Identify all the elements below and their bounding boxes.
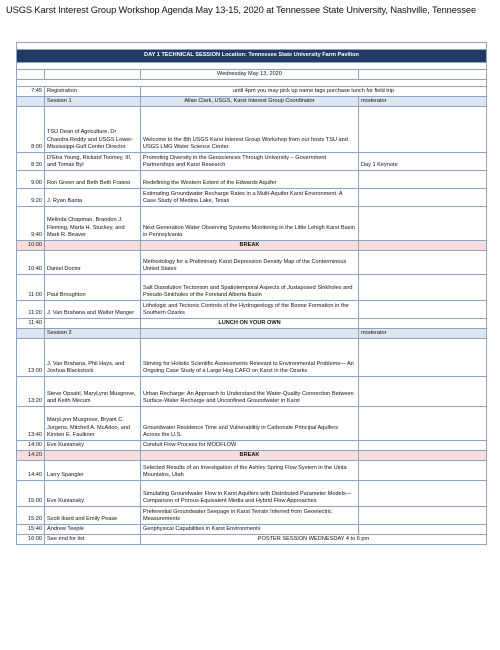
registration-time: 7:45 (17, 87, 45, 97)
session-label: Session 2 (45, 329, 141, 339)
session-moderator: Allan Clark, USGS, Karst Interest Group Coordinator (141, 97, 359, 107)
talk-time: 11:20 (17, 301, 45, 319)
time-cell (17, 97, 45, 107)
talk-role (359, 461, 487, 481)
session-row (17, 97, 487, 107)
date-line: Wednesday May 13, 2020 (141, 70, 359, 80)
talk-speaker: D'Etra Young, Rickard Toomey, III, and Tomas Byl (45, 153, 141, 171)
talk-speaker: Eve Kuniansky (45, 441, 141, 451)
talk-speaker: Paul Broughton (45, 275, 141, 301)
registration-label: Registration (45, 87, 141, 97)
talk-row (17, 153, 487, 171)
talk-row (17, 189, 487, 207)
talk-time: 9:40 (17, 207, 45, 241)
talk-speaker: J. Van Brahana and Walter Manger (45, 301, 141, 319)
talk-speaker: Larry Spangler (45, 461, 141, 481)
break-row (17, 241, 487, 251)
session-moderator (141, 329, 359, 339)
talk-role (359, 525, 487, 535)
talk-title: Conduit Flow Process for MODFLOW (141, 441, 359, 451)
talk-title: Welcome to the 8th USGS Karst Interest Group Workshop from our hosts TSU and USGS LMG Water Science Center (141, 107, 359, 153)
talk-time: 13:00 (17, 339, 45, 377)
talk-title: Redefining the Western Extent of the Edwards Aquifer (141, 171, 359, 189)
talk-time: 11:00 (17, 275, 45, 301)
role-cell (359, 451, 487, 461)
talk-row (17, 481, 487, 507)
talk-role (359, 441, 487, 451)
talk-speaker: MaryLynn Musgrove, Bryant C. Jurgens, Mitchell A. McAdoo, and Kirsten E. Faulkner (45, 407, 141, 441)
talk-role: Day 1 Keynote (359, 153, 487, 171)
talk-time: 15:00 (17, 481, 45, 507)
talk-row (17, 525, 487, 535)
poster-label: POSTER SESSION WEDNESDAY 4 to 6 pm (141, 535, 487, 545)
talk-time: 15:40 (17, 525, 45, 535)
talk-time: 9:00 (17, 171, 45, 189)
talk-time: 13:40 (17, 407, 45, 441)
talk-time: 8:30 (17, 153, 45, 171)
role-cell (359, 319, 487, 329)
talk-time: 14:40 (17, 461, 45, 481)
talk-title: Lithologic and Tectonic Controls of the Hydrogeology of the Boone Formation in the Southern Ozarks (141, 301, 359, 319)
registration-row (17, 87, 487, 97)
session-role: moderator (359, 97, 487, 107)
talk-title: Simulating Groundwater Flow in Karst Aquifers with Distributed Parameter Models—Comparison of Porous-Equivalent Media and Hybrid Flow Approaches (141, 481, 359, 507)
talk-row (17, 339, 487, 377)
session-label: Session 1 (45, 97, 141, 107)
break-row (17, 451, 487, 461)
talk-row (17, 461, 487, 481)
session-row (17, 329, 487, 339)
talk-speaker: J. Van Brahana, Phil Hays, and Joshua Blackstock (45, 339, 141, 377)
time-cell: 16:00 (17, 535, 45, 545)
talk-role (359, 377, 487, 407)
role-cell (359, 241, 487, 251)
talk-speaker: TSU Dean of Agriculture, Dr Chandra Reddy and USGS Lower-Mississippi-Gulf Center Director (45, 107, 141, 153)
talk-title: Methodology for a Preliminary Karst Depression Density Map of the Conterminous United States (141, 251, 359, 275)
talk-row (17, 207, 487, 241)
talk-speaker: J. Ryan Banta (45, 189, 141, 207)
talk-row (17, 407, 487, 441)
talk-row (17, 107, 487, 153)
talk-speaker: Scott Ikard and Emily Pease (45, 507, 141, 525)
talk-title: Promoting Diversity in the Geosciences Through University – Government Partnerships and Karst Research (141, 153, 359, 171)
time-cell: 11:40 (17, 319, 45, 329)
day-header: DAY 1 TECHNICAL SESSION Location: Tennessee State University Farm Pavilion (17, 50, 487, 63)
talk-speaker: Melinda Chapman, Brandon J. Fleming, Marla H. Stuckey, and Mark R. Beaver (45, 207, 141, 241)
speaker-cell (45, 241, 141, 251)
talk-row (17, 275, 487, 301)
day-header-row (17, 50, 487, 63)
time-cell: 10:00 (17, 241, 45, 251)
date-row (17, 70, 487, 80)
lunch-row (17, 319, 487, 329)
talk-speaker: Ron Green and Beth Beth Fratesi (45, 171, 141, 189)
talk-title: Geophysical Capabilities in Karst Environments (141, 525, 359, 535)
talk-time: 9:20 (17, 189, 45, 207)
talk-row (17, 301, 487, 319)
blank-row (17, 43, 487, 50)
agenda-table (16, 42, 487, 545)
talk-speaker: Eve Kuniansky (45, 481, 141, 507)
talk-title: Selected Results of an Investigation of the Ashley Spring Flow System in the Uinta Mountains, Utah (141, 461, 359, 481)
talk-title: Salt Dissolution Tectonism and Spatiotemporal Aspects of Juxtaposed Sinkholes and Pseudo-Sinkholes of the Foreland Alberta Basin (141, 275, 359, 301)
talk-speaker: Steve Opsahl, MaryLynn Musgrove, and Keith Mecum (45, 377, 141, 407)
talk-time: 15:20 (17, 507, 45, 525)
talk-role (359, 107, 487, 153)
speaker-cell (45, 319, 141, 329)
talk-role (359, 481, 487, 507)
talk-row (17, 441, 487, 451)
talk-role (359, 251, 487, 275)
speaker-cell (45, 451, 141, 461)
talk-row (17, 171, 487, 189)
talk-title: Striving for Holistic Scientific Assessments Relevant to Environmental Problems— An Ongoing Case Study of a Large Hog CAFO on Karst in the Ozarks (141, 339, 359, 377)
talk-time: 8:00 (17, 107, 45, 153)
talk-role (359, 507, 487, 525)
page-title: USGS Karst Interest Group Workshop Agenda May 13-15, 2020 at Tennessee State University, Nashville, Tennessee (6, 5, 477, 15)
talk-role (359, 407, 487, 441)
talk-time: 14:00 (17, 441, 45, 451)
talk-row (17, 377, 487, 407)
talk-role (359, 171, 487, 189)
talk-title: Groundwater Residence Time and Vulnerability in Carbonate Principal Aquifers Across the U.S. (141, 407, 359, 441)
blank-row (17, 63, 487, 70)
talk-row (17, 251, 487, 275)
registration-note: until 4pm you may pick up name tags purchase lunch for field trip (141, 87, 487, 97)
talk-role (359, 339, 487, 377)
talk-role (359, 207, 487, 241)
time-cell: 14:20 (17, 451, 45, 461)
talk-title: Next Generation Water Observing Systems Monitoring in the Little Lehigh Karst Basin in Pennsylvania (141, 207, 359, 241)
blank-row (17, 80, 487, 87)
talk-speaker: Andrew Teeple (45, 525, 141, 535)
poster-speaker: See end for list (45, 535, 141, 545)
lunch-label: LUNCH ON YOUR OWN (141, 319, 359, 329)
talk-role (359, 189, 487, 207)
talk-role (359, 275, 487, 301)
talk-title: Urban Recharge: An Approach to Understand the Water-Quality Connection Between Surface-Water Recharge and Unconfined Groundwater in Karst (141, 377, 359, 407)
talk-speaker: Daniel Doctor (45, 251, 141, 275)
talk-row (17, 507, 487, 525)
session-role: moderator (359, 329, 487, 339)
talk-time: 10:40 (17, 251, 45, 275)
talk-title: Estimating Groundwater Recharge Rates in a Multi-Aquifer Karst Environment. A Case Study of Medina Lake, Texas (141, 189, 359, 207)
talk-time: 13:20 (17, 377, 45, 407)
break-label: BREAK (141, 451, 359, 461)
talk-role (359, 301, 487, 319)
talk-title: Preferential Groundwater Seepage in Karst Terrain Inferred from Geoelectric Measurements (141, 507, 359, 525)
poster-row (17, 535, 487, 545)
break-label: BREAK (141, 241, 359, 251)
time-cell (17, 329, 45, 339)
